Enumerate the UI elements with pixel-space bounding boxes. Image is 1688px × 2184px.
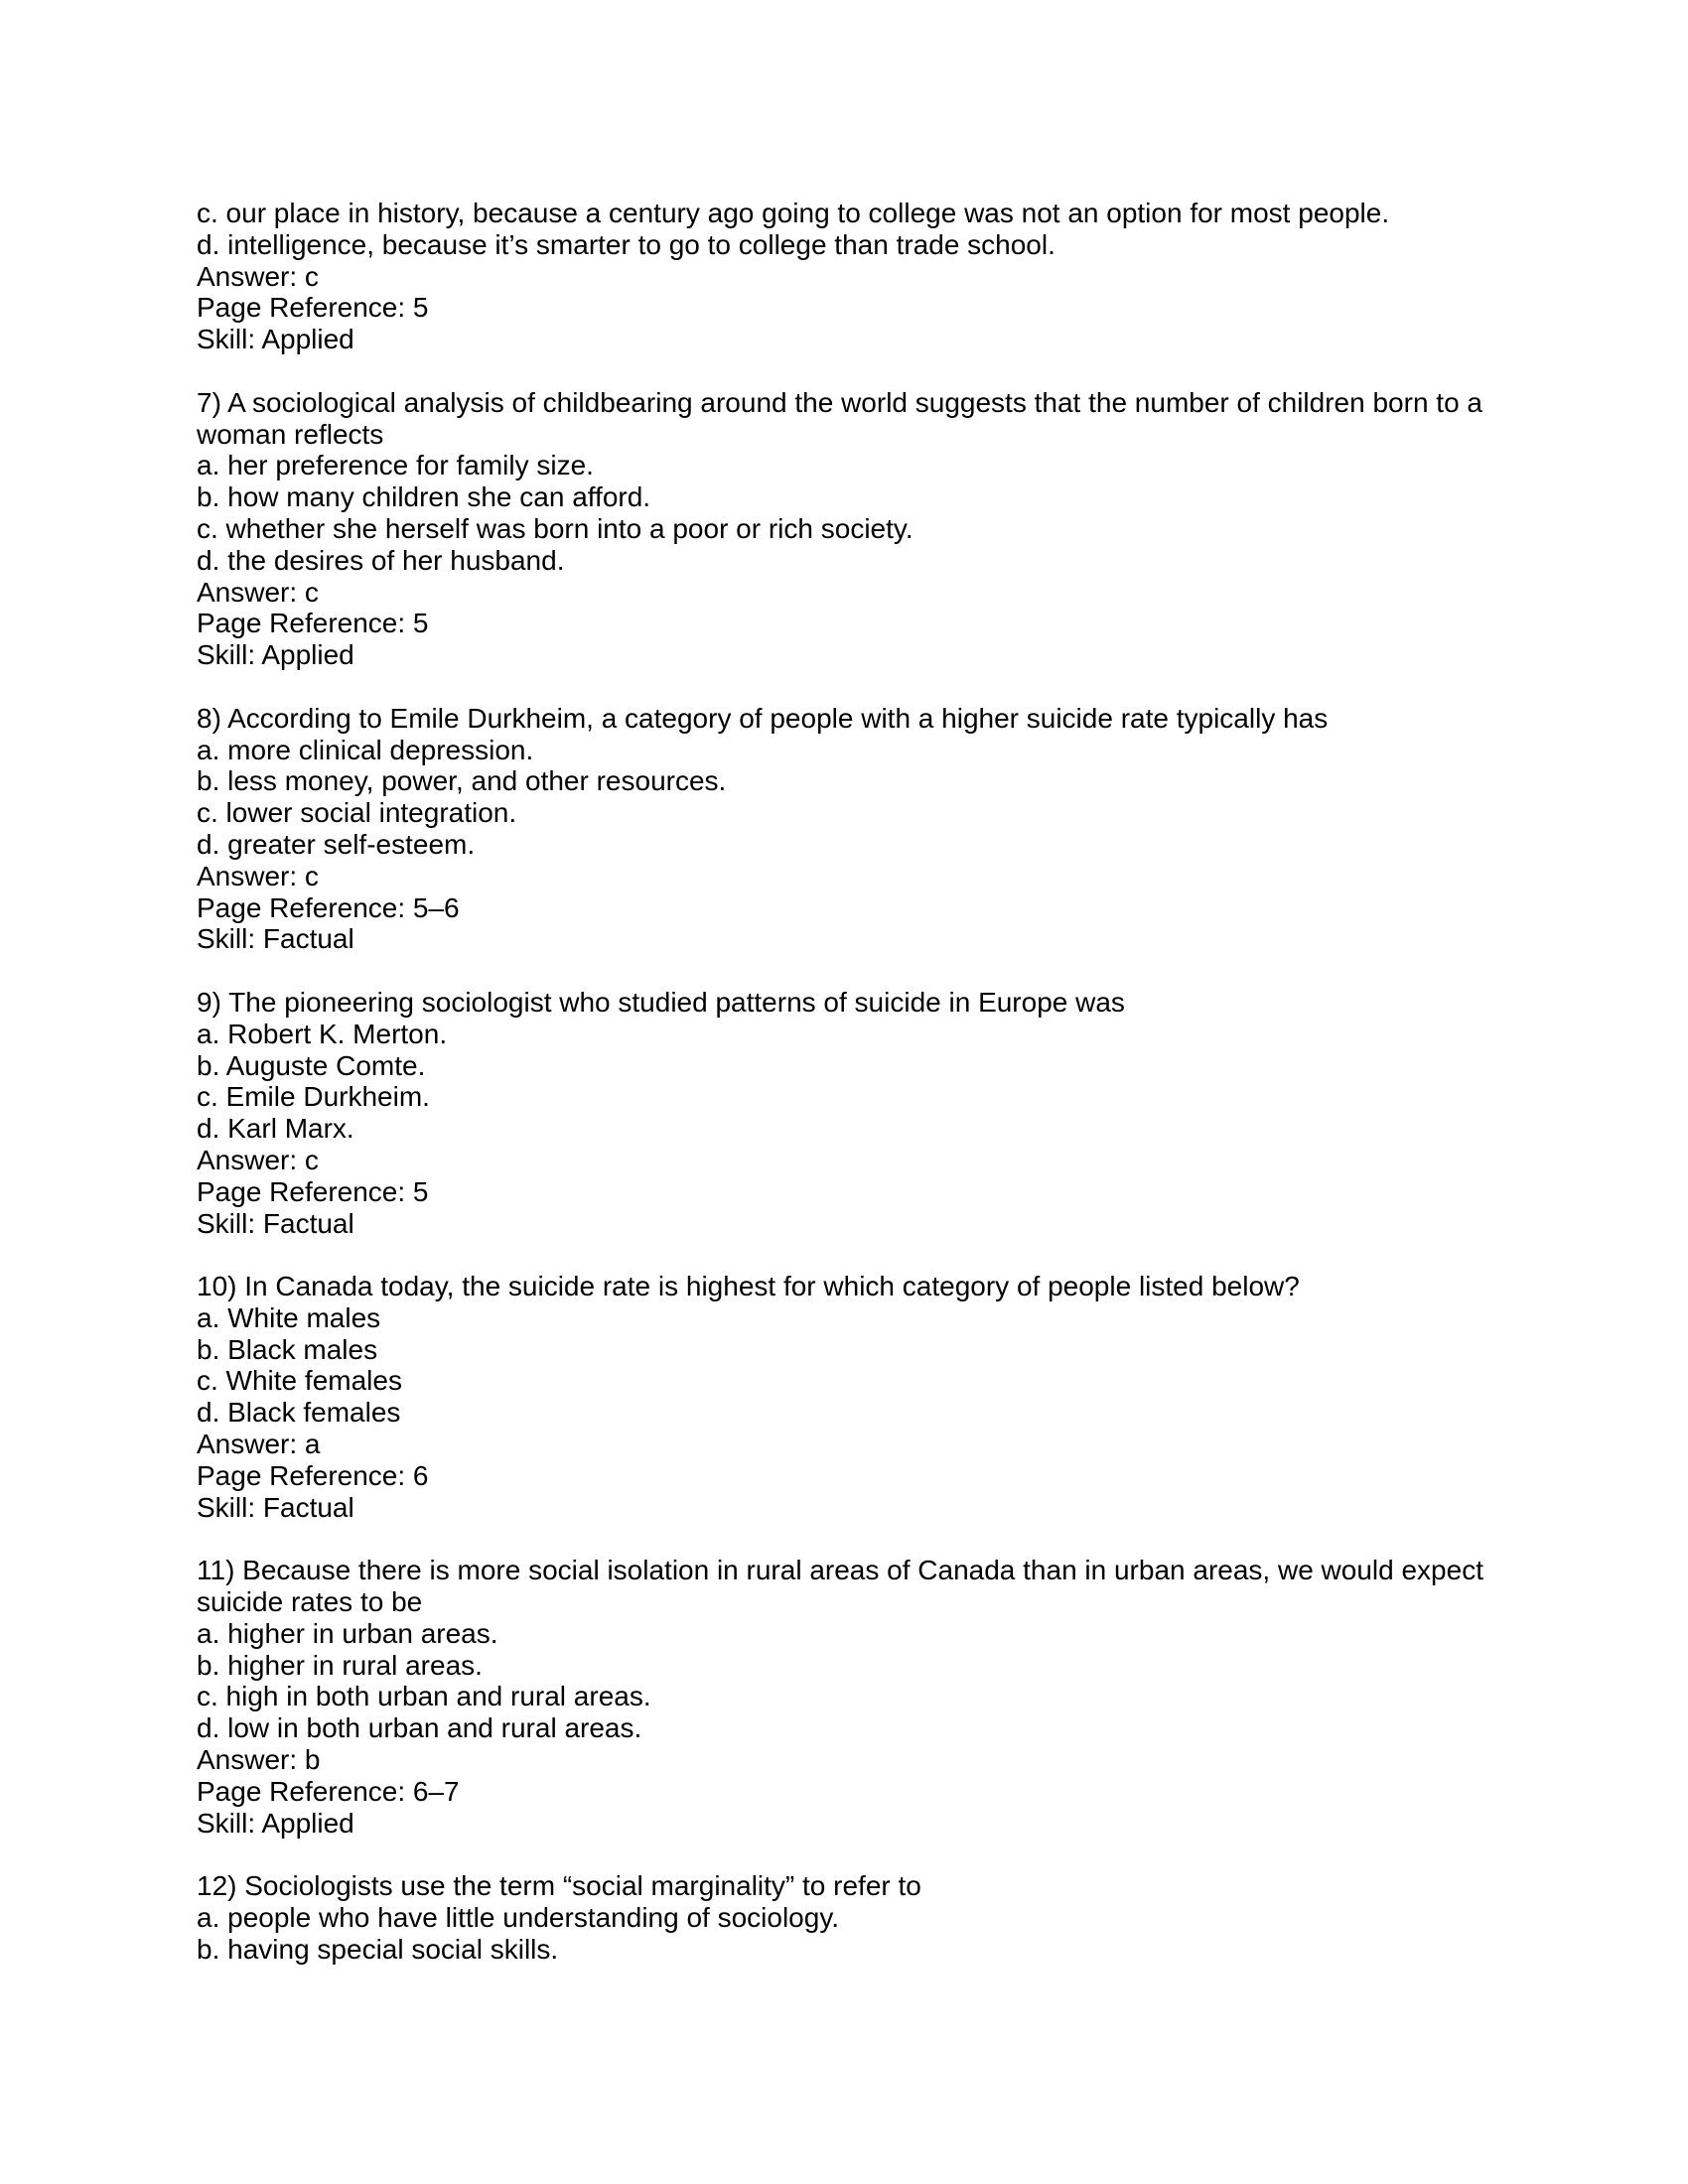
answer-option: b. how many children she can afford.	[197, 481, 651, 513]
skill-level: Skill: Applied	[197, 1807, 354, 1839]
question-stem: 7) A sociological analysis of childbearing around the world suggests that the number of children born to a woman reflects	[197, 386, 1482, 450]
question-stem: 10) In Canada today, the suicide rate is highest for which category of people listed below?	[197, 1271, 1300, 1302]
question-stem: 9) The pioneering sociologist who studied patterns of suicide in Europe was	[197, 986, 1125, 1018]
answer-option: c. lower social integration.	[197, 797, 517, 829]
question-block-7	[197, 387, 1517, 671]
page-reference: Page Reference: 5–6	[197, 891, 460, 923]
answer-option: a. her preference for family size.	[197, 450, 594, 481]
answer-option: c. whether she herself was born into a poor or rich society.	[197, 512, 914, 544]
skill-level: Skill: Factual	[197, 1491, 354, 1523]
question-block-11	[197, 1555, 1517, 1839]
skill-level: Skill: Factual	[197, 923, 354, 955]
answer-option: c. White females	[197, 1365, 402, 1397]
answer-option: b. higher in rural areas.	[197, 1649, 483, 1681]
answer-option: d. the desires of her husband.	[197, 544, 565, 576]
question-stem: 11) Because there is more social isolation in rural areas of Canada than in urban areas, we would expect suicide rates to be	[197, 1555, 1483, 1618]
answer-option: a. more clinical depression.	[197, 734, 534, 765]
question-block-9	[197, 987, 1517, 1239]
page-reference: Page Reference: 5	[197, 292, 429, 324]
page-reference: Page Reference: 5	[197, 608, 429, 639]
answer-option: c. our place in history, because a century ago going to college was not an option for most people.	[197, 198, 1390, 228]
page-reference: Page Reference: 5	[197, 1175, 429, 1207]
skill-level: Skill: Applied	[197, 639, 354, 671]
answer-option: b. less money, power, and other resources.	[197, 765, 727, 797]
answer-option: d. intelligence, because it’s smarter to go to college than trade school.	[197, 228, 1055, 260]
question-stem: 8) According to Emile Durkheim, a category of people with a higher suicide rate typically has	[197, 702, 1329, 734]
question-block-10	[197, 1271, 1517, 1523]
answer-option: c. high in both urban and rural areas.	[197, 1681, 651, 1712]
answer-key: Answer: a	[197, 1429, 321, 1460]
answer-option: b. having special social skills.	[197, 1933, 559, 1965]
question-block-continued	[197, 198, 1517, 355]
answer-key: Answer: b	[197, 1744, 321, 1776]
answer-option: a. higher in urban areas.	[197, 1617, 498, 1649]
answer-option: a. Robert K. Merton.	[197, 1018, 448, 1049]
answer-option: b. Auguste Comte.	[197, 1049, 426, 1081]
answer-option: b. Black males	[197, 1333, 378, 1365]
answer-key: Answer: c	[197, 576, 319, 608]
answer-option: a. people who have little understanding of sociology.	[197, 1902, 840, 1934]
answer-key: Answer: c	[197, 860, 319, 891]
answer-key: Answer: c	[197, 260, 319, 292]
answer-option: d. Black females	[197, 1397, 401, 1429]
answer-option: a. White males	[197, 1301, 381, 1333]
answer-option: c. Emile Durkheim.	[197, 1081, 430, 1113]
question-block-12	[197, 1870, 1517, 1965]
question-stem: 12) Sociologists use the term “social marginality” to refer to	[197, 1870, 921, 1902]
skill-level: Skill: Factual	[197, 1207, 354, 1239]
skill-level: Skill: Applied	[197, 324, 354, 355]
answer-key: Answer: c	[197, 1144, 319, 1175]
answer-option: d. Karl Marx.	[197, 1113, 354, 1145]
answer-option: d. greater self-esteem.	[197, 828, 476, 860]
question-block-8	[197, 703, 1517, 955]
answer-option: d. low in both urban and rural areas.	[197, 1712, 642, 1744]
document-page	[197, 198, 1517, 1966]
page-reference: Page Reference: 6–7	[197, 1775, 460, 1807]
page-reference: Page Reference: 6	[197, 1459, 429, 1491]
